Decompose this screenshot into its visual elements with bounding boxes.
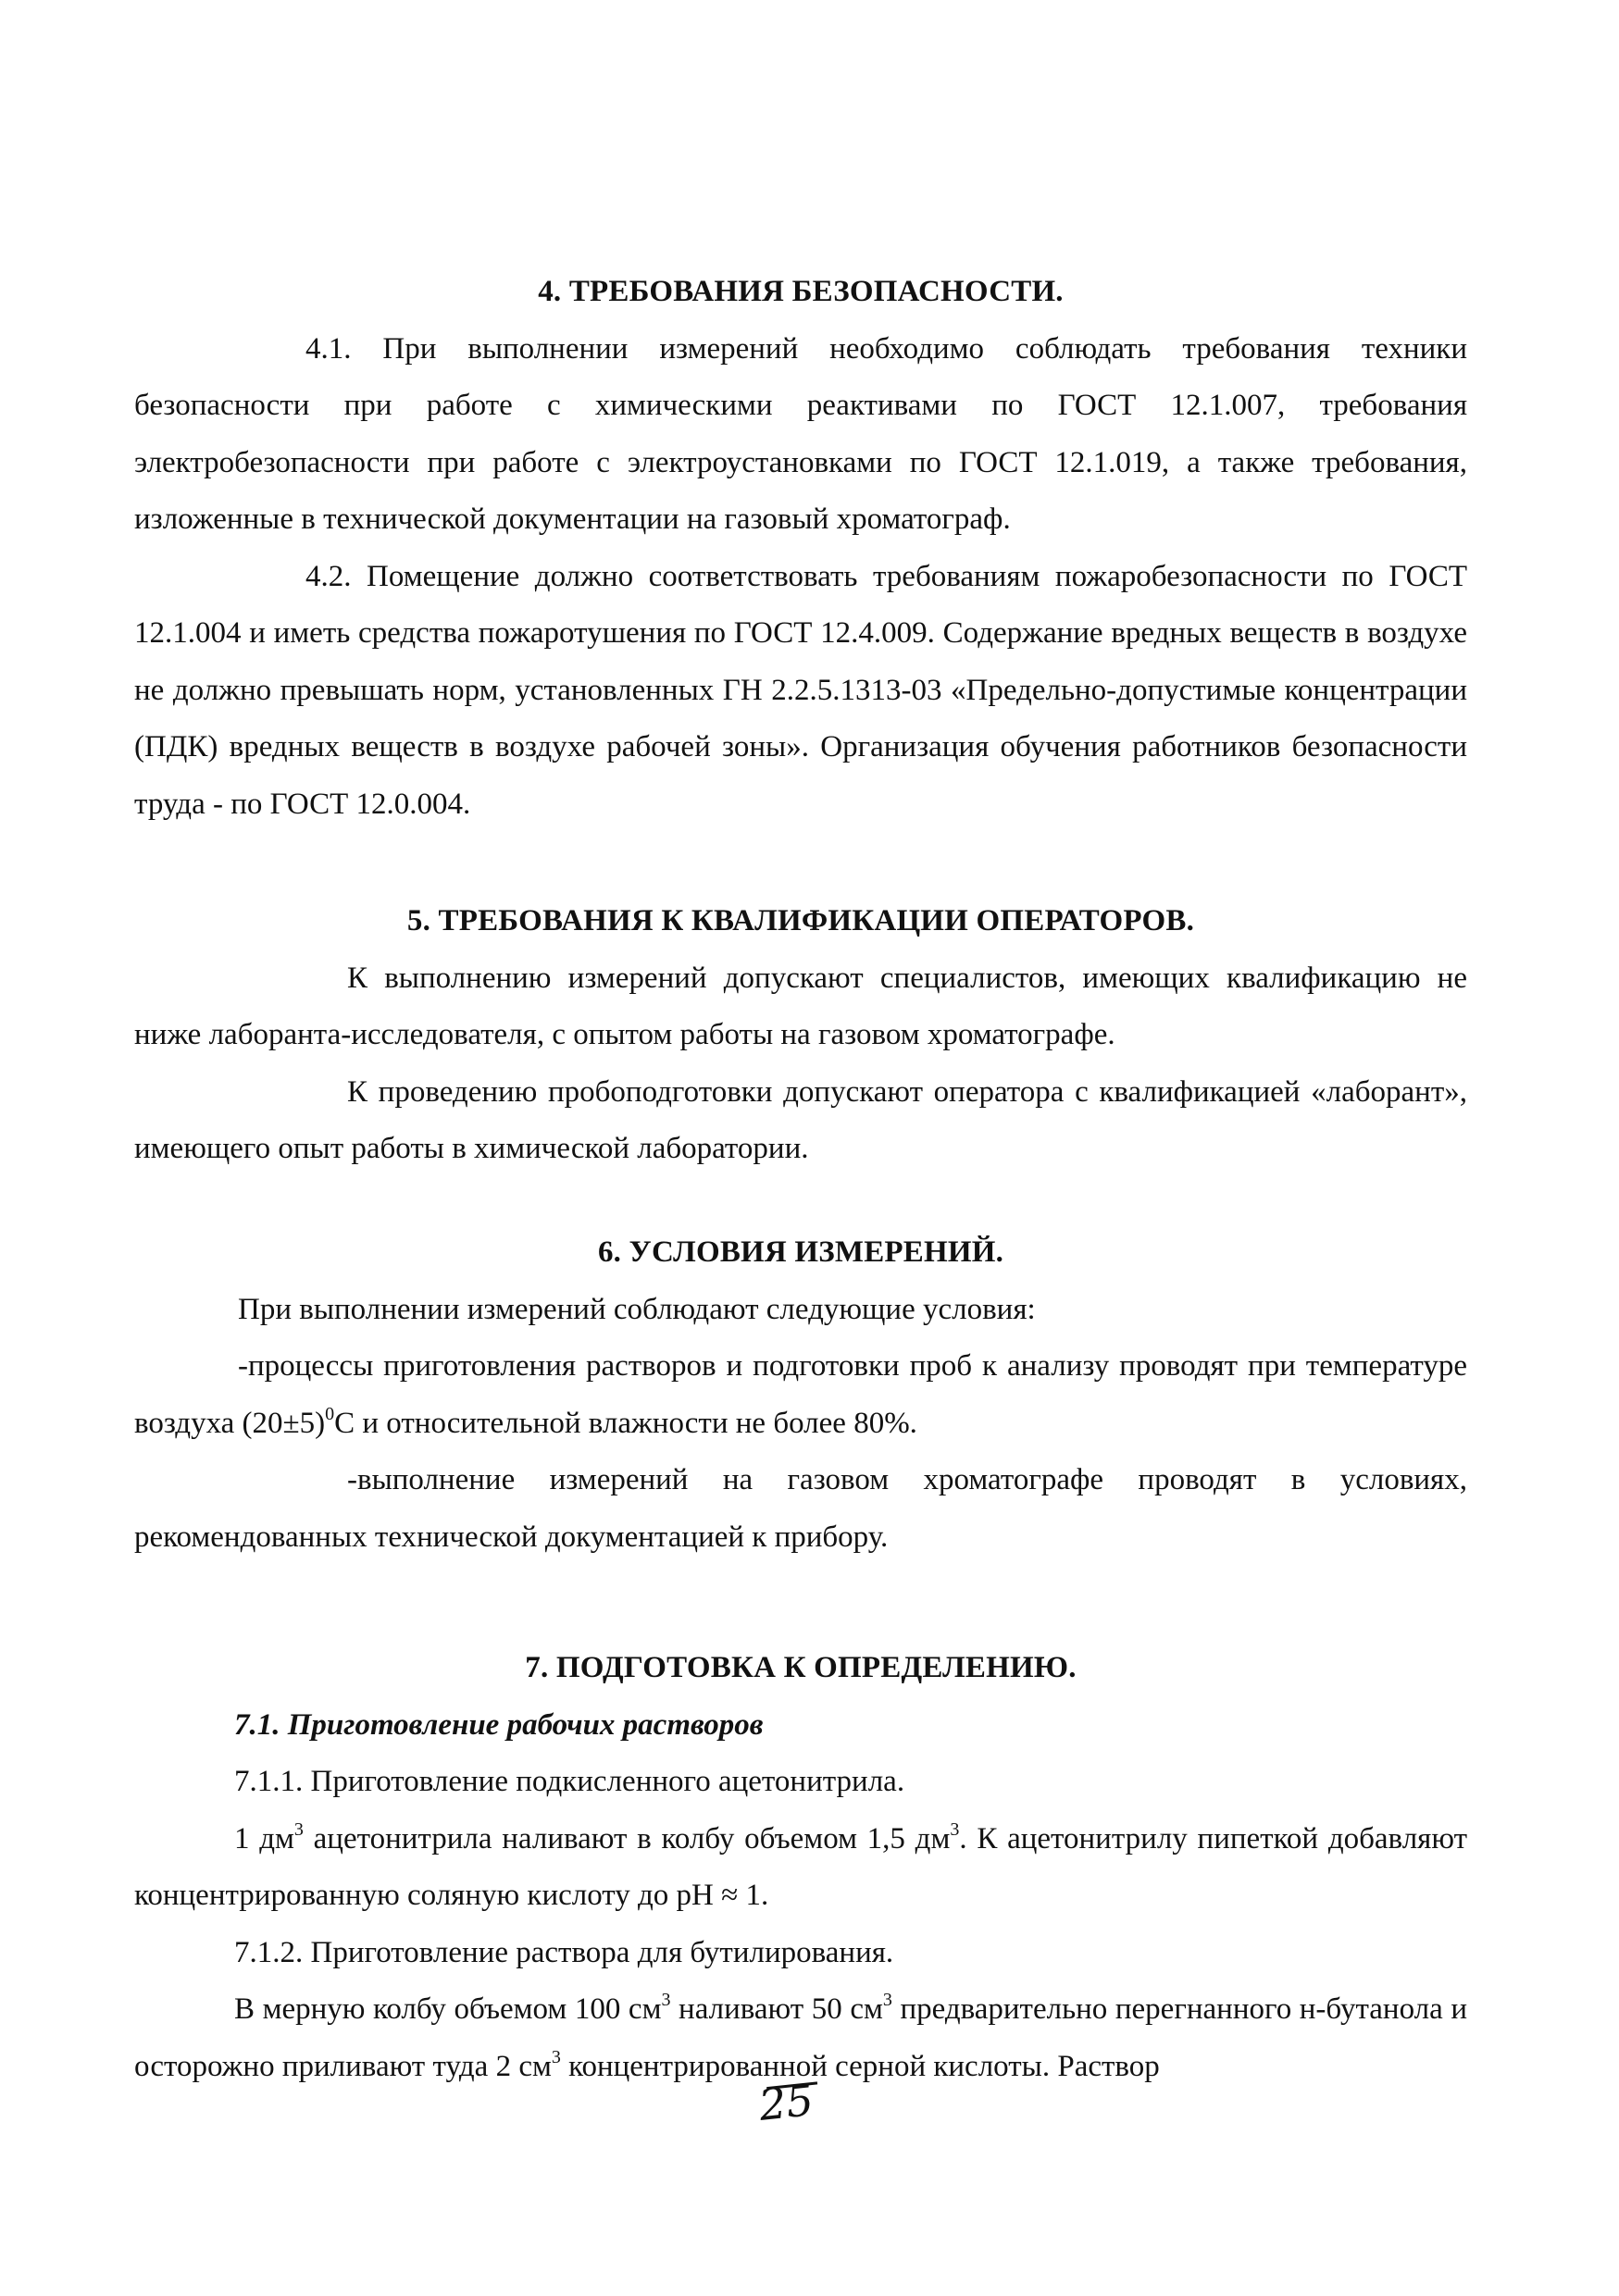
p2-text-b: ацетонитрила наливают в колбу объемом 1,5 дм	[303, 1821, 951, 1855]
section-4	[134, 264, 1467, 833]
section-7-heading: 7. ПОДГОТОВКА К ОПРЕДЕЛЕНИЮ.	[525, 1651, 1077, 1684]
section-6	[134, 1224, 1467, 1566]
paragraph-7-1-1: 7.1.1. Приготовление подкисленного ацетонитрила.	[234, 1765, 905, 1798]
p4-text-a: В мерную колбу объемом 100 см	[234, 1992, 662, 2026]
p4-text-d: концентрированной серной кислоты. Раствор	[560, 2049, 1160, 2083]
p2-sup-2: 3	[950, 1818, 960, 1840]
paragraph-7-1-2: 7.1.2. Приготовление раствора для бутилирования.	[234, 1935, 894, 1969]
paragraph-6-2-text-b: С и относительной влажности не более 80%.	[334, 1406, 917, 1440]
page-number: 25	[756, 2075, 816, 2130]
section-5-heading: 5. ТРЕБОВАНИЯ К КВАЛИФИКАЦИИ ОПЕРАТОРОВ.	[406, 904, 1195, 937]
p2-text-c: . К ацетонитрилу пипеткой добавляют концентрированную соляную кислоту до pH ≈ 1.	[134, 1821, 1467, 1912]
p4-text-b: наливают 50 см	[670, 1992, 883, 2026]
paragraph-6-2	[134, 1338, 1467, 1452]
paragraph-5-2: К проведению пробоподготовки допускают оператора с квалификацией «лаборант», имеющего опыт работы в химической лаборатории.	[134, 1074, 1467, 1165]
paragraph-4-1: 4.1. При выполнении измерений необходимо соблюдать требования техники безопасности при работе с химическими реактивами по ГОСТ 12.1.007, требования электробезопасности при работе с электроустановками по ГОСТ 12.1.019, а также требования, изложенные в технической документации на газовый хроматограф.	[134, 331, 1467, 536]
p2-sup-1: 3	[293, 1818, 304, 1840]
paragraph-6-2-text-a: -процессы приготовления растворов и подготовки проб к анализу проводят при температуре воздуха (20±5)	[134, 1349, 1467, 1440]
p4-sup-3: 3	[551, 2046, 561, 2067]
section-7	[134, 1640, 1467, 2095]
section-5	[134, 893, 1467, 1178]
paragraph-6-3: -выполнение измерений на газовом хроматографе проводят в условиях, рекомендованных технической документацией к прибору.	[134, 1463, 1467, 1554]
degree-sup: 0	[325, 1403, 335, 1424]
p4-sup-2: 3	[882, 1990, 892, 2010]
paragraph-7-1-1-body	[134, 1811, 1467, 1925]
p4-sup-1: 3	[661, 1990, 671, 2010]
p2-text-a: 1 дм	[234, 1821, 294, 1855]
p4-text-c: предварительно перегнанного н-бутанола и осторожно приливают туда 2 см	[134, 1992, 1467, 2083]
subsection-7-1-heading: 7.1. Приготовление рабочих растворов	[234, 1707, 764, 1742]
section-4-heading: 4. ТРЕБОВАНИЯ БЕЗОПАСНОСТИ.	[538, 275, 1064, 308]
paragraph-6-1: При выполнении измерений соблюдают следующие условия:	[238, 1292, 1036, 1326]
section-6-heading: 6. УСЛОВИЯ ИЗМЕРЕНИЙ.	[597, 1235, 1004, 1269]
paragraph-4-2: 4.2. Помещение должно соответствовать требованиям пожаробезопасности по ГОСТ 12.1.004 и иметь средства пожаротушения по ГОСТ 12.4.009. Содержание вредных веществ в воздухе не должно превышать норм, установленных ГН 2.2.5.1313-03 «Предельно-допустимые концентрации (ПДК) вредных веществ в воздухе рабочей зоны». Организация обучения работников безопасности труда - по ГОСТ 12.0.004.	[134, 559, 1467, 821]
paragraph-5-1: К выполнению измерений допускают специалистов, имеющих квалификацию не ниже лаборанта-исследователя, с опытом работы на газовом хроматографе.	[134, 961, 1467, 1051]
